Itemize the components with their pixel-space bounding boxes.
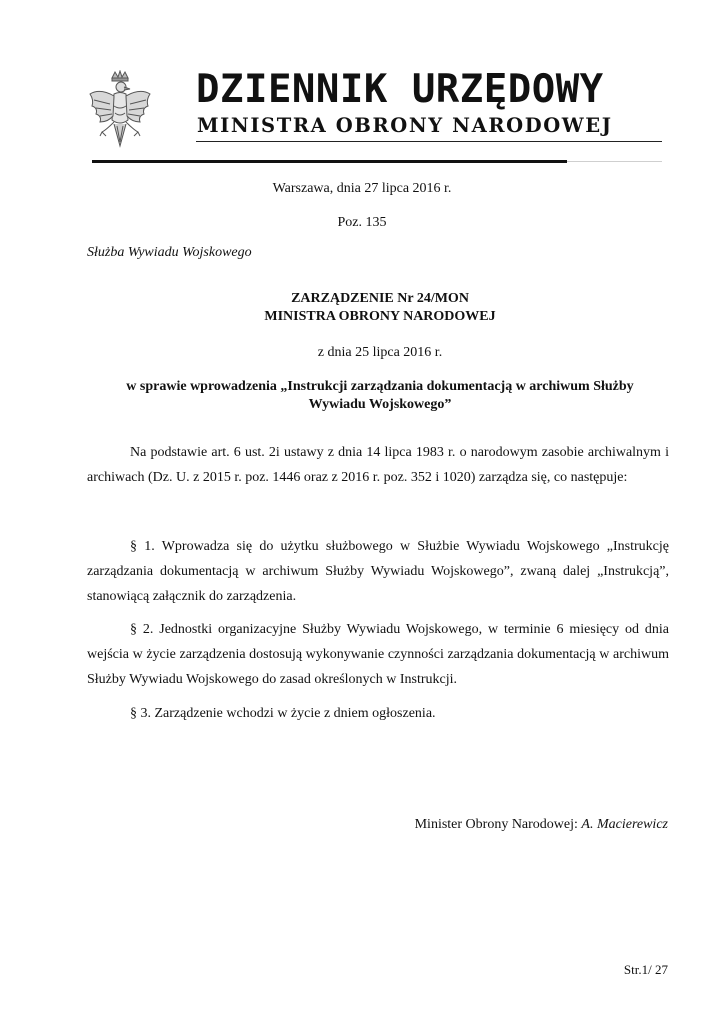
order-subject: w sprawie wprowadzenia „Instrukcji zarządzania dokumentacją w archiwum Służby Wywiadu Wojskowego” [126,379,634,412]
signature-role: Minister Obrony Narodowej: [414,817,578,832]
section-1-paragraph: § 1. Wprowadza się do użytku służbowego w Służbie Wywiadu Wojskowego „Instrukcję zarządzania dokumentacją w archiwum Służby Wywiadu Wojskowego”, zwaną dalej „Instrukcją”, stanowiącą załącznik do zarządzenia. [87,539,669,604]
polish-eagle-emblem-icon [86,70,154,162]
issuing-agency: Służba Wywiadu Wojskowego [87,245,252,260]
page-number: Str.1/ 27 [623,962,668,977]
journal-title: DZIENNIK URZĘDOWY [196,67,604,112]
section-2-paragraph: § 2. Jednostki organizacyjne Służby Wywiadu Wojskowego, w terminie 6 miesięcy od dnia wejścia w życie zarządzenia dostosują wykonywanie czynności zarządzania dokumentacją w archiwum Służby Wywiadu Wojskowego do zasad określonych w Instrukcji. [87,622,669,687]
place-date: Warszawa, dnia 27 lipca 2016 r. [272,181,452,196]
journal-subtitle: MINISTRA OBRONY NARODOWEJ [197,114,613,137]
signature-name: A. Macierewicz [581,817,668,832]
header-divider-thick [92,160,567,163]
header-divider-faint [567,161,662,162]
legal-basis-paragraph: Na podstawie art. 6 ust. 2i ustawy z dnia 14 lipca 1983 r. o narodowym zasobie archiwalnym i archiwach (Dz. U. z 2015 r. poz. 1446 oraz z 2016 r. poz. 352 i 1020) zarządza się, co następuje: [87,445,669,485]
order-title-line2: MINISTRA OBRONY NARODOWEJ [264,309,496,324]
header-divider-thin [196,141,662,142]
signature [415,816,668,834]
section-3-paragraph: § 3. Zarządzenie wchodzi w życie z dniem ogłoszenia. [130,706,436,721]
order-date: z dnia 25 lipca 2016 r. [317,345,443,360]
order-title [0,290,724,326]
position-number: Poz. 135 [337,215,387,230]
order-title-line1: ZARZĄDZENIE Nr 24/MON [291,291,469,306]
